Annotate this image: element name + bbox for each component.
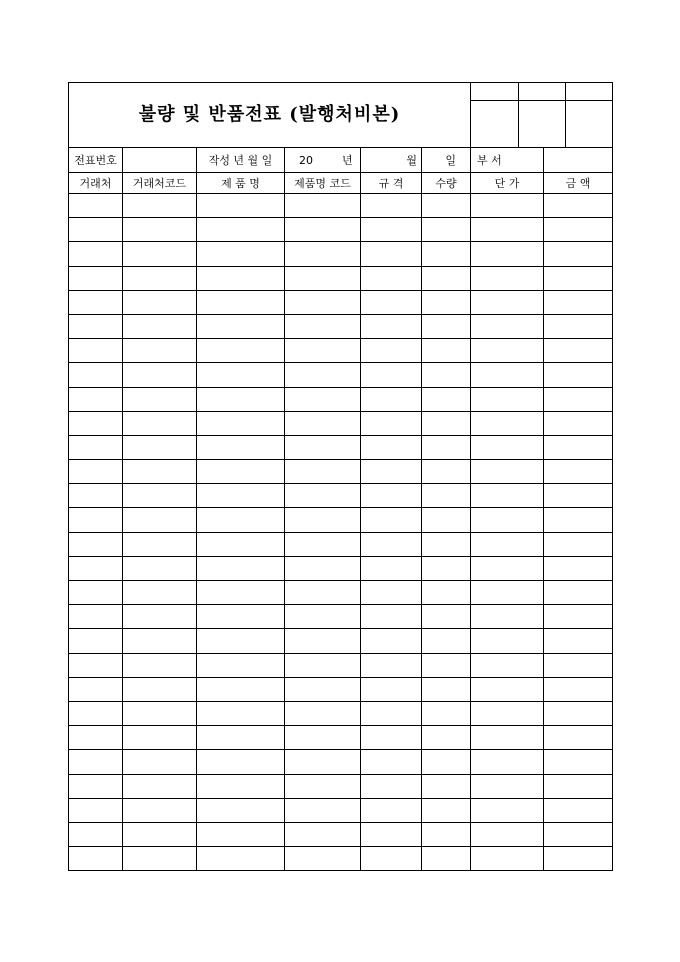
- table-cell[interactable]: [123, 653, 197, 677]
- table-cell[interactable]: [361, 726, 422, 750]
- table-cell[interactable]: [123, 847, 197, 871]
- table-cell[interactable]: [422, 339, 471, 363]
- info-row: [69, 148, 613, 173]
- table-cell[interactable]: [422, 629, 471, 653]
- table-cell[interactable]: [69, 556, 123, 580]
- table-cell[interactable]: [69, 847, 123, 871]
- table-cell[interactable]: [471, 726, 544, 750]
- table-cell[interactable]: [197, 218, 285, 242]
- table-cell[interactable]: [471, 266, 544, 290]
- table-row: [69, 363, 613, 387]
- table-cell[interactable]: [123, 532, 197, 556]
- date-year-field[interactable]: [285, 148, 361, 173]
- table-cell[interactable]: [422, 677, 471, 701]
- table-cell[interactable]: [123, 726, 197, 750]
- table-cell[interactable]: [361, 484, 422, 508]
- table-cell[interactable]: [69, 435, 123, 459]
- table-cell[interactable]: [422, 314, 471, 338]
- table-cell[interactable]: [285, 314, 361, 338]
- table-cell[interactable]: [197, 653, 285, 677]
- table-cell[interactable]: [471, 194, 544, 218]
- table-cell[interactable]: [471, 435, 544, 459]
- table-row: [69, 653, 613, 677]
- table-cell[interactable]: [197, 822, 285, 846]
- table-cell[interactable]: [197, 194, 285, 218]
- table-row: [69, 290, 613, 314]
- table-cell[interactable]: [69, 387, 123, 411]
- table-cell[interactable]: [422, 605, 471, 629]
- table-cell[interactable]: [361, 750, 422, 774]
- table-cell[interactable]: [123, 339, 197, 363]
- table-cell[interactable]: [69, 701, 123, 725]
- table-cell[interactable]: [285, 581, 361, 605]
- table-cell[interactable]: [544, 218, 613, 242]
- col-header-spec: 규 격: [361, 173, 422, 194]
- table-cell[interactable]: [544, 484, 613, 508]
- approval-head-1: [471, 83, 518, 100]
- table-cell[interactable]: [285, 653, 361, 677]
- table-cell[interactable]: [544, 556, 613, 580]
- table-cell[interactable]: [197, 411, 285, 435]
- date-day-field[interactable]: [422, 148, 471, 173]
- table-cell[interactable]: [544, 435, 613, 459]
- approval-sign-1[interactable]: [471, 101, 518, 147]
- table-cell[interactable]: [285, 266, 361, 290]
- table-cell[interactable]: [361, 629, 422, 653]
- approval-sign-box: [471, 101, 613, 148]
- table-cell[interactable]: [544, 290, 613, 314]
- table-row: [69, 629, 613, 653]
- table-row: [69, 266, 613, 290]
- dept-label: 부 서: [471, 148, 544, 173]
- table-cell[interactable]: [197, 242, 285, 266]
- table-cell[interactable]: [123, 556, 197, 580]
- table-cell[interactable]: [471, 339, 544, 363]
- table-row: [69, 798, 613, 822]
- table-cell[interactable]: [361, 411, 422, 435]
- table-cell[interactable]: [69, 363, 123, 387]
- month-unit: 월: [406, 153, 417, 167]
- approval-box: [471, 83, 613, 101]
- table-cell[interactable]: [69, 314, 123, 338]
- table-cell[interactable]: [69, 339, 123, 363]
- table-cell[interactable]: [197, 605, 285, 629]
- table-cell[interactable]: [285, 847, 361, 871]
- table-cell[interactable]: [69, 242, 123, 266]
- table-cell[interactable]: [422, 266, 471, 290]
- approval-sign-2[interactable]: [518, 101, 565, 147]
- table-cell[interactable]: [422, 532, 471, 556]
- table-cell[interactable]: [361, 363, 422, 387]
- table-cell[interactable]: [422, 653, 471, 677]
- table-cell[interactable]: [361, 581, 422, 605]
- table-cell[interactable]: [285, 605, 361, 629]
- table-cell[interactable]: [197, 387, 285, 411]
- table-cell[interactable]: [471, 218, 544, 242]
- table-cell[interactable]: [471, 774, 544, 798]
- table-cell[interactable]: [544, 266, 613, 290]
- table-cell[interactable]: [544, 701, 613, 725]
- table-cell[interactable]: [69, 605, 123, 629]
- table-row: [69, 411, 613, 435]
- table-cell[interactable]: [197, 556, 285, 580]
- table-cell[interactable]: [544, 798, 613, 822]
- table-cell[interactable]: [197, 266, 285, 290]
- table-cell[interactable]: [69, 798, 123, 822]
- table-cell[interactable]: [285, 411, 361, 435]
- table-row: [69, 508, 613, 532]
- table-cell[interactable]: [123, 435, 197, 459]
- table-cell[interactable]: [361, 435, 422, 459]
- table-cell[interactable]: [361, 314, 422, 338]
- table-row: [69, 242, 613, 266]
- table-cell[interactable]: [123, 242, 197, 266]
- table-cell[interactable]: [285, 508, 361, 532]
- table-cell[interactable]: [544, 581, 613, 605]
- table-cell[interactable]: [361, 242, 422, 266]
- table-cell[interactable]: [471, 314, 544, 338]
- table-cell[interactable]: [285, 532, 361, 556]
- table-cell[interactable]: [471, 532, 544, 556]
- table-cell[interactable]: [285, 822, 361, 846]
- col-header-unit-price: 단 가: [471, 173, 544, 194]
- table-cell[interactable]: [285, 363, 361, 387]
- approval-head-3: [565, 83, 612, 100]
- table-cell[interactable]: [197, 508, 285, 532]
- table-cell[interactable]: [197, 629, 285, 653]
- table-cell[interactable]: [361, 701, 422, 725]
- table-cell[interactable]: [544, 194, 613, 218]
- table-cell[interactable]: [285, 484, 361, 508]
- table-cell[interactable]: [422, 484, 471, 508]
- table-cell[interactable]: [123, 484, 197, 508]
- table-cell[interactable]: [69, 218, 123, 242]
- table-cell[interactable]: [197, 798, 285, 822]
- table-cell[interactable]: [361, 194, 422, 218]
- table-cell[interactable]: [471, 822, 544, 846]
- table-cell[interactable]: [544, 750, 613, 774]
- table-cell[interactable]: [123, 605, 197, 629]
- table-cell[interactable]: [422, 822, 471, 846]
- table-row: [69, 460, 613, 484]
- year-unit: 년: [342, 153, 353, 167]
- table-cell[interactable]: [69, 290, 123, 314]
- table-cell[interactable]: [285, 339, 361, 363]
- table-cell[interactable]: [544, 726, 613, 750]
- table-cell[interactable]: [123, 798, 197, 822]
- table-cell[interactable]: [69, 508, 123, 532]
- table-cell[interactable]: [422, 290, 471, 314]
- table-cell[interactable]: [471, 750, 544, 774]
- table-cell[interactable]: [197, 484, 285, 508]
- table-cell[interactable]: [544, 629, 613, 653]
- table-cell[interactable]: [361, 556, 422, 580]
- table-row: [69, 194, 613, 218]
- table-cell[interactable]: [123, 774, 197, 798]
- col-header-client-code: 거래처코드: [123, 173, 197, 194]
- table-cell[interactable]: [197, 314, 285, 338]
- table-cell[interactable]: [285, 435, 361, 459]
- table-cell[interactable]: [544, 363, 613, 387]
- table-cell[interactable]: [422, 726, 471, 750]
- dept-field[interactable]: [544, 148, 613, 173]
- table-cell[interactable]: [361, 653, 422, 677]
- table-cell[interactable]: [69, 460, 123, 484]
- return-slip-form: [68, 82, 612, 878]
- table-cell[interactable]: [422, 363, 471, 387]
- table-cell[interactable]: [123, 266, 197, 290]
- table-cell[interactable]: [197, 435, 285, 459]
- table-cell[interactable]: [285, 242, 361, 266]
- table-row: [69, 605, 613, 629]
- table-cell[interactable]: [197, 750, 285, 774]
- table-cell[interactable]: [544, 653, 613, 677]
- table-cell[interactable]: [285, 556, 361, 580]
- table-cell[interactable]: [361, 339, 422, 363]
- table-cell[interactable]: [544, 847, 613, 871]
- table-cell[interactable]: [285, 218, 361, 242]
- table-cell[interactable]: [544, 339, 613, 363]
- table-row: [69, 532, 613, 556]
- table-cell[interactable]: [197, 460, 285, 484]
- table-cell[interactable]: [197, 847, 285, 871]
- table-cell[interactable]: [422, 194, 471, 218]
- table-cell[interactable]: [471, 677, 544, 701]
- table-cell[interactable]: [197, 581, 285, 605]
- table-cell[interactable]: [544, 411, 613, 435]
- table-cell[interactable]: [285, 290, 361, 314]
- table-cell[interactable]: [422, 774, 471, 798]
- table-cell[interactable]: [123, 411, 197, 435]
- table-cell[interactable]: [544, 532, 613, 556]
- table-cell[interactable]: [422, 435, 471, 459]
- table-cell[interactable]: [471, 847, 544, 871]
- table-row: [69, 387, 613, 411]
- table-cell[interactable]: [69, 629, 123, 653]
- table-cell[interactable]: [285, 194, 361, 218]
- table-cell[interactable]: [285, 750, 361, 774]
- table-cell[interactable]: [361, 266, 422, 290]
- table-cell[interactable]: [361, 847, 422, 871]
- table-row: [69, 677, 613, 701]
- table-cell[interactable]: [197, 363, 285, 387]
- approval-head-2: [518, 83, 565, 100]
- table-row: [69, 314, 613, 338]
- table-cell[interactable]: [361, 605, 422, 629]
- table-cell[interactable]: [422, 581, 471, 605]
- table-cell[interactable]: [471, 556, 544, 580]
- col-header-product-code: 제품명 코드: [285, 173, 361, 194]
- table-cell[interactable]: [361, 218, 422, 242]
- table-cell[interactable]: [197, 339, 285, 363]
- table-cell[interactable]: [361, 822, 422, 846]
- table-cell[interactable]: [69, 677, 123, 701]
- table-cell[interactable]: [69, 194, 123, 218]
- table-cell[interactable]: [361, 774, 422, 798]
- table-cell[interactable]: [471, 484, 544, 508]
- table-row: [69, 847, 613, 871]
- col-header-quantity: 수량: [422, 173, 471, 194]
- table-cell[interactable]: [422, 701, 471, 725]
- table-cell[interactable]: [422, 508, 471, 532]
- slip-table: [68, 82, 613, 871]
- table-cell[interactable]: [123, 387, 197, 411]
- table-row: [69, 484, 613, 508]
- table-cell[interactable]: [123, 701, 197, 725]
- table-cell[interactable]: [422, 847, 471, 871]
- table-cell[interactable]: [471, 701, 544, 725]
- table-cell[interactable]: [123, 750, 197, 774]
- table-cell[interactable]: [361, 532, 422, 556]
- table-cell[interactable]: [123, 218, 197, 242]
- table-cell[interactable]: [285, 798, 361, 822]
- table-cell[interactable]: [69, 484, 123, 508]
- table-cell[interactable]: [471, 387, 544, 411]
- table-cell[interactable]: [544, 460, 613, 484]
- table-cell[interactable]: [471, 605, 544, 629]
- table-row: [69, 218, 613, 242]
- table-cell[interactable]: [361, 677, 422, 701]
- table-cell[interactable]: [285, 629, 361, 653]
- column-header-row: [69, 173, 613, 194]
- date-label: 작성 년 월 일: [197, 148, 285, 173]
- table-cell[interactable]: [471, 508, 544, 532]
- table-cell[interactable]: [123, 508, 197, 532]
- table-cell[interactable]: [422, 411, 471, 435]
- col-header-client: 거래처: [69, 173, 123, 194]
- table-cell[interactable]: [285, 460, 361, 484]
- table-row: [69, 822, 613, 846]
- table-cell[interactable]: [471, 290, 544, 314]
- table-cell[interactable]: [197, 701, 285, 725]
- table-cell[interactable]: [422, 798, 471, 822]
- table-cell[interactable]: [123, 460, 197, 484]
- table-cell[interactable]: [69, 581, 123, 605]
- table-cell[interactable]: [123, 194, 197, 218]
- col-header-amount: 금 액: [544, 173, 613, 194]
- table-cell[interactable]: [69, 822, 123, 846]
- table-cell[interactable]: [69, 726, 123, 750]
- table-cell[interactable]: [123, 314, 197, 338]
- table-cell[interactable]: [544, 774, 613, 798]
- table-cell[interactable]: [197, 677, 285, 701]
- table-cell[interactable]: [422, 460, 471, 484]
- table-cell[interactable]: [69, 411, 123, 435]
- table-cell[interactable]: [197, 726, 285, 750]
- table-row: [69, 726, 613, 750]
- form-title: 불량 및 반품전표 (발행처비본): [69, 83, 471, 148]
- table-cell[interactable]: [544, 605, 613, 629]
- table-cell[interactable]: [361, 798, 422, 822]
- table-cell[interactable]: [544, 387, 613, 411]
- table-cell[interactable]: [285, 701, 361, 725]
- table-cell[interactable]: [471, 798, 544, 822]
- table-cell[interactable]: [422, 750, 471, 774]
- slip-no-field[interactable]: [123, 148, 197, 173]
- table-cell[interactable]: [123, 363, 197, 387]
- table-cell[interactable]: [422, 387, 471, 411]
- table-cell[interactable]: [123, 629, 197, 653]
- table-cell[interactable]: [123, 822, 197, 846]
- table-row: [69, 435, 613, 459]
- table-row: [69, 701, 613, 725]
- table-cell[interactable]: [197, 774, 285, 798]
- table-row: [69, 339, 613, 363]
- table-cell[interactable]: [69, 750, 123, 774]
- table-cell[interactable]: [544, 314, 613, 338]
- table-cell[interactable]: [471, 242, 544, 266]
- table-cell[interactable]: [544, 508, 613, 532]
- table-cell[interactable]: [471, 629, 544, 653]
- table-cell[interactable]: [544, 822, 613, 846]
- table-cell[interactable]: [123, 581, 197, 605]
- table-cell[interactable]: [361, 460, 422, 484]
- table-cell[interactable]: [69, 774, 123, 798]
- day-unit: 일: [445, 153, 456, 167]
- table-cell[interactable]: [285, 677, 361, 701]
- approval-sign-3[interactable]: [565, 101, 612, 147]
- table-cell[interactable]: [544, 677, 613, 701]
- table-cell[interactable]: [422, 242, 471, 266]
- table-cell[interactable]: [197, 532, 285, 556]
- date-month-field[interactable]: [361, 148, 422, 173]
- table-cell[interactable]: [471, 581, 544, 605]
- table-cell[interactable]: [123, 290, 197, 314]
- table-cell[interactable]: [422, 556, 471, 580]
- table-row: [69, 774, 613, 798]
- table-cell[interactable]: [69, 532, 123, 556]
- slip-no-label: 전표번호: [69, 148, 123, 173]
- table-cell[interactable]: [285, 387, 361, 411]
- table-cell[interactable]: [422, 218, 471, 242]
- year-prefix: 20: [299, 153, 313, 167]
- table-row: [69, 581, 613, 605]
- table-cell[interactable]: [285, 774, 361, 798]
- table-row: [69, 556, 613, 580]
- table-cell[interactable]: [361, 387, 422, 411]
- col-header-product-name: 제 품 명: [197, 173, 285, 194]
- table-cell[interactable]: [123, 677, 197, 701]
- table-cell[interactable]: [471, 653, 544, 677]
- table-cell[interactable]: [69, 266, 123, 290]
- table-row: [69, 750, 613, 774]
- table-cell[interactable]: [471, 411, 544, 435]
- table-cell[interactable]: [471, 363, 544, 387]
- table-cell[interactable]: [471, 460, 544, 484]
- table-cell[interactable]: [361, 508, 422, 532]
- table-cell[interactable]: [197, 290, 285, 314]
- table-cell[interactable]: [544, 242, 613, 266]
- table-cell[interactable]: [285, 726, 361, 750]
- table-cell[interactable]: [361, 290, 422, 314]
- table-cell[interactable]: [69, 653, 123, 677]
